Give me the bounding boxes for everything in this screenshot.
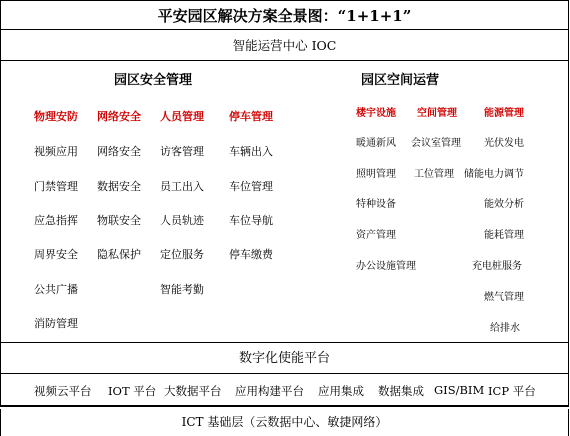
list-item: 会议室管理 [411,138,461,149]
enablement-platform: 数字化使能平台 [0,343,569,374]
platform-tools [0,374,569,407]
list-item: 特种设备 [356,199,396,210]
list-item: 办公设施管理 [356,261,416,272]
tool-gis-bim: GIS/BIM [434,383,485,397]
list-item: 物联安全 [97,214,141,227]
category-parking: 停车管理 [229,110,273,123]
list-item: 周界安全 [34,248,78,261]
tool-app-build: 应用构建平台 [235,384,304,398]
list-item: 公共广播 [34,283,78,296]
ict-layer: ICT 基础层（云数据中心、敏捷网络） [0,409,569,436]
list-item: 数据安全 [97,180,141,193]
list-item: 车辆出入 [229,145,273,158]
list-item: 给排水 [490,323,520,334]
tool-data-integration: 数据集成 [378,384,424,398]
category-network-security: 网络安全 [97,110,141,123]
list-item: 人员轨迹 [160,214,204,227]
list-item: 智能考勤 [160,283,204,296]
list-item: 光伏发电 [484,138,524,149]
list-item: 车位管理 [229,180,273,193]
category-building-facilities: 楼宇设施 [356,108,396,119]
list-item: 网络安全 [97,145,141,158]
list-item: 员工出入 [160,180,204,193]
list-item: 能效分析 [484,199,524,210]
list-item: 充电桩服务 [472,261,522,272]
list-item: 工位管理 [414,169,454,180]
list-item: 定位服务 [160,248,204,261]
list-item: 隐私保护 [97,248,141,261]
list-item: 燃气管理 [484,292,524,303]
tool-big-data: 大数据平台 [164,384,222,398]
tool-iot: IOT 平台 [108,384,157,398]
list-item: 储能电力调节 [464,169,524,180]
category-physical-security: 物理安防 [34,110,78,123]
list-item: 照明管理 [356,169,396,180]
list-item: 应急指挥 [34,214,78,227]
list-item: 暖通新风 [356,138,396,149]
application-layer [0,61,569,343]
list-item: 访客管理 [160,145,204,158]
list-item: 消防管理 [34,317,78,330]
tool-icp: ICP 平台 [488,384,536,398]
list-item: 车位导航 [229,214,273,227]
safety-header: 园区安全管理 [114,73,193,88]
category-space-management: 空间管理 [417,108,457,119]
category-energy-management: 能源管理 [484,108,524,119]
tool-app-integration: 应用集成 [318,384,364,398]
tool-video-cloud: 视频云平台 [34,384,92,398]
list-item: 能耗管理 [484,230,524,241]
ioc-layer: 智能运营中心 IOC [0,30,569,61]
diagram-title: 平安园区解决方案全景图：“1+1+1” [0,0,569,30]
list-item: 停车缴费 [229,248,273,261]
list-item: 门禁管理 [34,180,78,193]
category-personnel: 人员管理 [160,110,204,123]
list-item: 视频应用 [34,145,78,158]
list-item: 资产管理 [356,230,396,241]
space-header: 园区空间运营 [361,73,440,88]
